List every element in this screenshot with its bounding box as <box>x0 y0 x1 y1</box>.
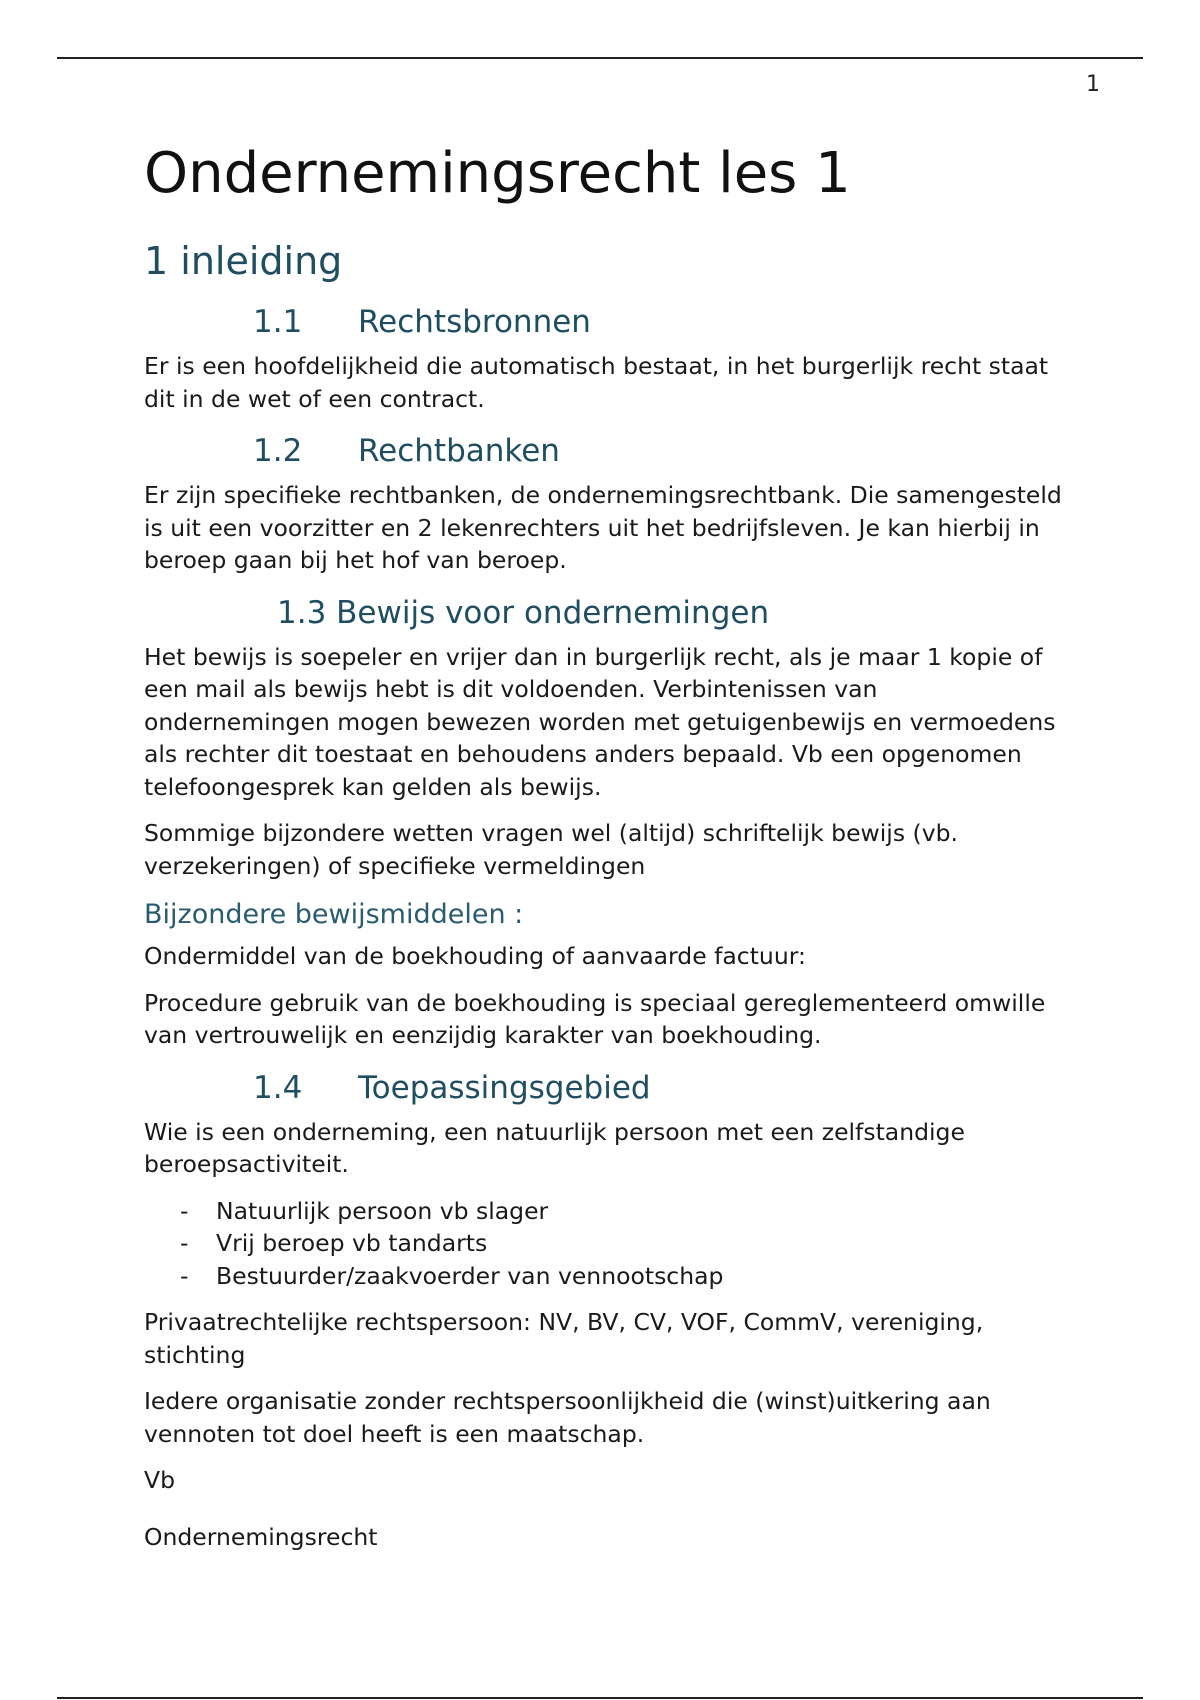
paragraph-bewijsmiddelen-1: Ondermiddel van de boekhouding of aanvaarde factuur: <box>144 942 806 970</box>
header-rule <box>57 57 1143 59</box>
list-item: - Vrij beroep vb tandarts <box>144 1227 1064 1260</box>
heading-text: Rechtsbronnen <box>358 304 591 340</box>
paragraph-toepassing-3: Iedere organisatie zonder rechtspersoonlijkheid die (winst)uitkering aan vennoten tot doel heeft is een maatschap. <box>144 1387 991 1448</box>
heading-number: 1.4 <box>253 1069 303 1106</box>
paragraph-bewijs-2: Sommige bijzondere wetten vragen wel (altijd) schriftelijk bewijs (vb. verzekeringen) of specifieke vermeldingen <box>144 819 958 880</box>
list-item: - Natuurlijk persoon vb slager <box>144 1195 1064 1228</box>
heading-1-inleiding: 1 inleiding <box>144 239 343 283</box>
dash-bullet: - <box>180 1261 189 1290</box>
paragraph-rechtsbronnen: Er is een hoofdelijkheid die automatisch bestaat, in het burgerlijk recht staat dit in de wet of een contract. <box>144 352 1049 413</box>
document-title: Ondernemingsrecht les 1 <box>144 141 851 206</box>
heading-1-1 <box>144 302 1064 342</box>
document-body <box>144 138 1064 1553</box>
dash-bullet: - <box>180 1229 189 1257</box>
paragraph-toepassing-1: Wie is een onderneming, een natuurlijk persoon met een zelfstandige beroepsactiviteit. <box>144 1117 965 1178</box>
bullet-list <box>144 1195 1064 1293</box>
page-number: 1 <box>1086 72 1100 97</box>
list-item: - Bestuurder/zaakvoerder van vennootschap <box>144 1260 1064 1293</box>
paragraph-bewijsmiddelen-2: Procedure gebruik van de boekhouding is speciaal gereglementeerd omwille van vertrouwelijk en eenzijdig karakter van boekhouding. <box>144 988 1046 1049</box>
dash-bullet: - <box>180 1196 189 1225</box>
heading-number: 1.2 <box>253 433 303 469</box>
footer-rule <box>57 1697 1143 1699</box>
subheading-bewijsmiddelen: Bijzondere bewijsmiddelen : <box>144 899 524 930</box>
paragraph-rechtbanken: Er zijn specifieke rechtbanken, de ondernemingsrechtbank. Die samengesteld is uit een voorzitter en 2 lekenrechters uit het bedrijfsleven. Je kan hierbij in beroep gaan bij het hof van beroep. <box>144 481 1062 574</box>
heading-1-3: 1.3 Bewijs voor ondernemingen <box>277 594 770 631</box>
heading-text: Toepassingsgebied <box>358 1069 651 1106</box>
paragraph-vb: Vb <box>144 1466 175 1494</box>
heading-1-4 <box>144 1068 1064 1108</box>
heading-1-2 <box>144 431 1064 471</box>
paragraph-footer-text: Ondernemingsrecht <box>144 1522 378 1551</box>
heading-number: 1.1 <box>253 304 303 340</box>
heading-text: Rechtbanken <box>358 433 560 469</box>
paragraph-toepassing-2: Privaatrechtelijke rechtspersoon: NV, BV, CV, VOF, CommV, vereniging, stichting <box>144 1308 984 1369</box>
paragraph-bewijs-1: Het bewijs is soepeler en vrijer dan in burgerlijk recht, als je maar 1 kopie of een mail als bewijs hebt is dit voldoenden. Verbintenissen van ondernemingen mogen bewezen worden met getuigenbewijs en vermoedens als rechter dit toestaat en behoudens anders bepaald. Vb een opgenomen telefoongesprek kan gelden als bewijs. <box>144 642 1056 801</box>
